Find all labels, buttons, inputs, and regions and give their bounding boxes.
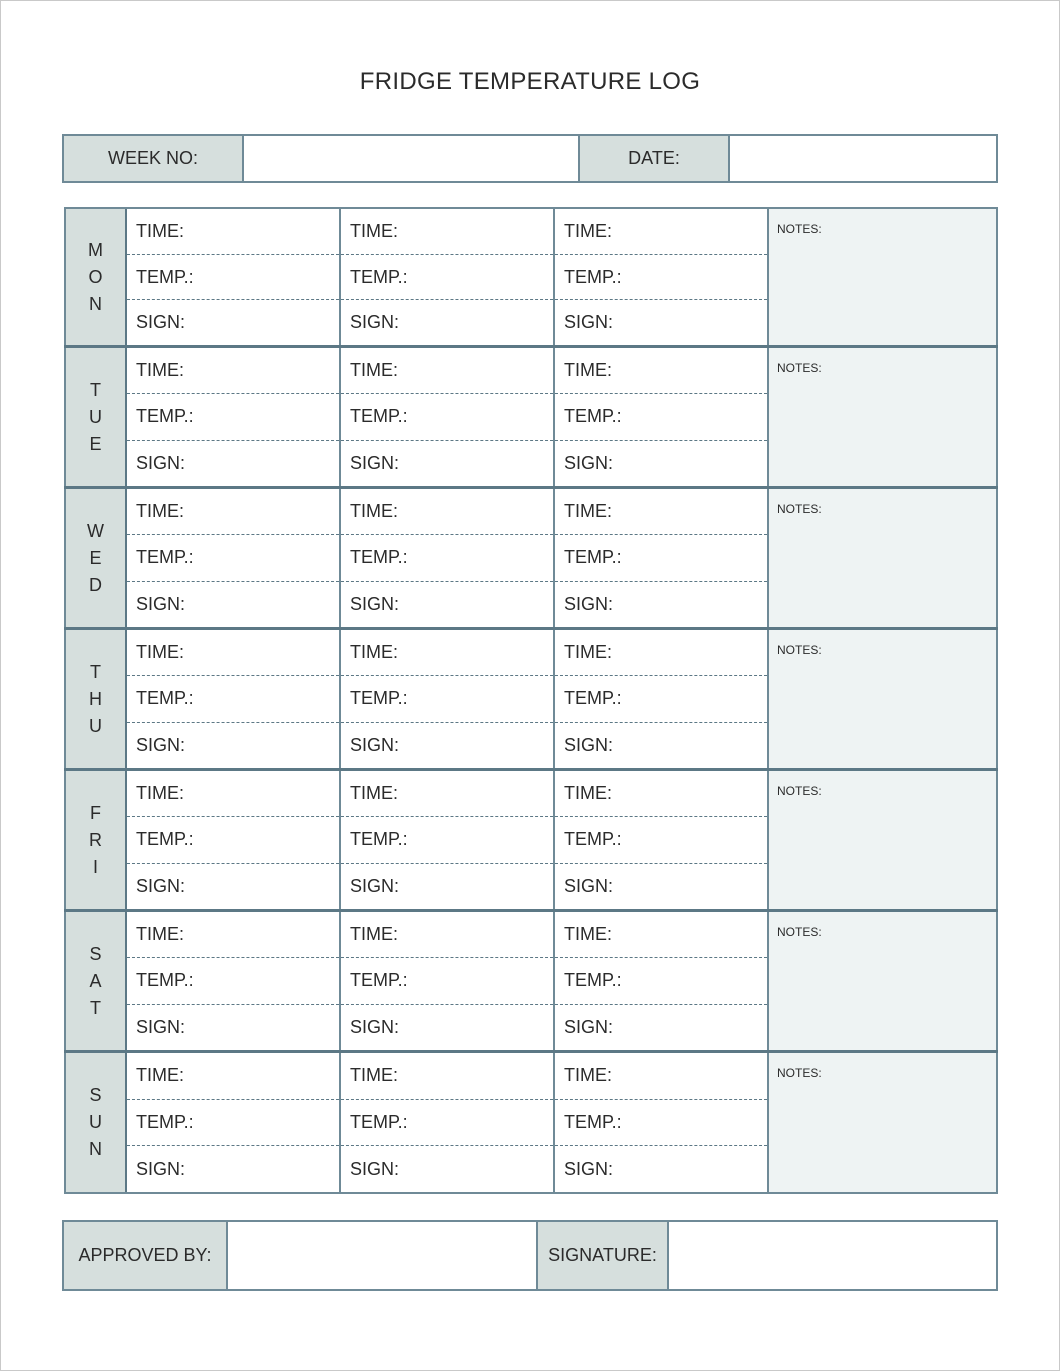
sign-field[interactable]	[127, 581, 339, 627]
day-row	[64, 630, 998, 771]
time-field[interactable]	[127, 912, 339, 957]
time-field[interactable]	[127, 1053, 339, 1099]
notes-label: NOTES:	[777, 925, 822, 939]
day-label	[64, 348, 127, 486]
time-field-label: TIME:	[136, 360, 184, 381]
temp-field[interactable]	[555, 534, 767, 580]
temp-field-label: TEMP.:	[136, 970, 194, 991]
day-row	[64, 771, 998, 912]
header-row	[62, 134, 998, 183]
check-slot	[127, 912, 341, 1050]
notes-box[interactable]	[769, 771, 998, 909]
check-slot	[555, 912, 769, 1050]
sign-field-label: SIGN:	[350, 1158, 400, 1179]
day-letter: S	[89, 1085, 102, 1105]
temp-field[interactable]	[127, 957, 339, 1003]
time-field-label: TIME:	[136, 501, 184, 522]
day-letter: N	[89, 1139, 102, 1159]
sign-field[interactable]	[127, 299, 339, 345]
date-label: DATE:	[578, 136, 728, 181]
sign-field[interactable]	[341, 299, 553, 345]
signature-label: SIGNATURE:	[536, 1222, 667, 1289]
temp-field-label: TEMP.:	[136, 688, 194, 709]
check-slots	[127, 912, 769, 1050]
check-slot	[127, 489, 341, 627]
day-letter: E	[89, 433, 102, 454]
footer-row	[62, 1220, 998, 1291]
time-field[interactable]	[127, 630, 339, 675]
sign-field[interactable]	[341, 1004, 553, 1050]
day-letter: D	[89, 574, 102, 595]
date-field[interactable]	[728, 136, 996, 181]
day-letter: O	[88, 266, 103, 287]
sign-field[interactable]	[555, 722, 767, 768]
check-slots	[127, 1053, 769, 1192]
check-slot	[341, 209, 555, 345]
time-field[interactable]	[127, 489, 339, 534]
temp-field[interactable]	[341, 534, 553, 580]
check-slots	[127, 771, 769, 909]
temp-field[interactable]	[555, 816, 767, 862]
time-field-label: TIME:	[564, 220, 612, 241]
day-label	[64, 630, 127, 768]
day-letter: E	[89, 547, 102, 568]
day-row	[64, 207, 998, 348]
check-slot	[127, 209, 341, 345]
week-no-label: WEEK NO:	[64, 136, 242, 181]
temp-field[interactable]	[555, 957, 767, 1003]
sign-field-label: SIGN:	[564, 312, 614, 333]
check-slot	[555, 1053, 769, 1192]
sign-field[interactable]	[127, 1145, 339, 1192]
time-field-label: TIME:	[564, 501, 612, 522]
time-field-label: TIME:	[350, 642, 398, 663]
day-label	[64, 489, 127, 627]
day-letter: F	[90, 802, 101, 823]
temp-field-label: TEMP.:	[350, 1112, 408, 1132]
temp-field-label: TEMP.:	[564, 829, 622, 850]
check-slot	[341, 771, 555, 909]
sign-field[interactable]	[127, 863, 339, 909]
day-letter: T	[90, 379, 101, 400]
sign-field[interactable]	[127, 440, 339, 486]
temperature-log-table	[64, 207, 998, 1194]
time-field-label: TIME:	[136, 1065, 184, 1086]
check-slot	[555, 348, 769, 486]
sign-field-label: SIGN:	[350, 593, 400, 614]
time-field-label: TIME:	[564, 1065, 612, 1086]
notes-label: NOTES:	[777, 222, 822, 236]
check-slot	[341, 489, 555, 627]
check-slot	[341, 1053, 555, 1192]
time-field[interactable]	[555, 630, 767, 675]
time-field-label: TIME:	[564, 783, 612, 804]
time-field[interactable]	[341, 630, 553, 675]
sign-field[interactable]	[555, 1004, 767, 1050]
temp-field-label: TEMP.:	[350, 688, 408, 709]
sign-field-label: SIGN:	[564, 1158, 614, 1179]
page-title: FRIDGE TEMPERATURE LOG	[359, 68, 701, 95]
time-field-label: TIME:	[350, 1065, 398, 1086]
day-letter: U	[89, 715, 102, 736]
notes-label: NOTES:	[777, 502, 822, 516]
sign-field-label: SIGN:	[136, 452, 186, 473]
time-field-label: TIME:	[564, 642, 612, 663]
check-slot	[127, 771, 341, 909]
day-letter: U	[89, 1112, 102, 1132]
time-field[interactable]	[127, 348, 339, 393]
temp-field[interactable]	[341, 675, 553, 721]
check-slot	[127, 1053, 341, 1192]
check-slot	[341, 348, 555, 486]
time-field-label: TIME:	[350, 783, 398, 804]
sign-field-label: SIGN:	[136, 875, 186, 896]
temp-field-label: TEMP.:	[564, 1112, 622, 1132]
time-field-label: TIME:	[136, 783, 184, 804]
sign-field-label: SIGN:	[136, 312, 186, 333]
day-label	[64, 1053, 127, 1192]
temp-field[interactable]	[555, 254, 767, 300]
temp-field[interactable]	[341, 1099, 553, 1146]
sign-field[interactable]	[555, 1145, 767, 1192]
temp-field[interactable]	[341, 816, 553, 862]
notes-box[interactable]	[769, 630, 998, 768]
sign-field[interactable]	[555, 863, 767, 909]
temp-field[interactable]	[555, 393, 767, 439]
approved-by-field[interactable]	[226, 1222, 536, 1289]
sign-field-label: SIGN:	[350, 312, 400, 333]
sign-field-label: SIGN:	[350, 1016, 400, 1037]
day-letter: H	[89, 688, 102, 709]
sign-field-label: SIGN:	[136, 1158, 186, 1179]
temp-field-label: TEMP.:	[564, 970, 622, 991]
sign-field-label: SIGN:	[350, 452, 400, 473]
sign-field-label: SIGN:	[136, 1016, 186, 1037]
sign-field-label: SIGN:	[564, 875, 614, 896]
check-slot	[341, 912, 555, 1050]
notes-label: NOTES:	[777, 784, 822, 798]
temp-field[interactable]	[127, 675, 339, 721]
approved-by-label: APPROVED BY:	[64, 1222, 226, 1289]
day-letter: T	[90, 997, 101, 1018]
day-letter: M	[88, 239, 103, 260]
day-letter: S	[89, 943, 102, 964]
temp-field-label: TEMP.:	[564, 688, 622, 709]
sign-field-label: SIGN:	[564, 1016, 614, 1037]
check-slots	[127, 630, 769, 768]
time-field[interactable]	[555, 489, 767, 534]
sign-field[interactable]	[555, 440, 767, 486]
notes-label: NOTES:	[777, 361, 822, 375]
notes-label: NOTES:	[777, 1066, 822, 1080]
temp-field[interactable]	[127, 1099, 339, 1146]
time-field-label: TIME:	[136, 924, 184, 945]
temp-field-label: TEMP.:	[350, 406, 408, 427]
sign-field-label: SIGN:	[136, 593, 186, 614]
sign-field-label: SIGN:	[350, 875, 400, 896]
sign-field[interactable]	[341, 581, 553, 627]
check-slots	[127, 348, 769, 486]
time-field[interactable]	[555, 1053, 767, 1099]
sign-field[interactable]	[341, 863, 553, 909]
sign-field-label: SIGN:	[564, 734, 614, 755]
sign-field-label: SIGN:	[564, 593, 614, 614]
sign-field-label: SIGN:	[136, 734, 186, 755]
day-letter: A	[89, 970, 102, 991]
check-slot	[555, 771, 769, 909]
notes-box[interactable]	[769, 912, 998, 1050]
day-row	[64, 348, 998, 489]
check-slot	[555, 209, 769, 345]
signature-field[interactable]	[667, 1222, 996, 1289]
check-slot	[127, 630, 341, 768]
time-field-label: TIME:	[350, 501, 398, 522]
time-field-label: TIME:	[564, 924, 612, 945]
time-field[interactable]	[341, 489, 553, 534]
check-slot	[555, 489, 769, 627]
sign-field-label: SIGN:	[350, 734, 400, 755]
notes-box[interactable]	[769, 209, 998, 345]
sign-field[interactable]	[341, 440, 553, 486]
sign-field[interactable]	[341, 1145, 553, 1192]
temp-field-label: TEMP.:	[564, 406, 622, 427]
day-row	[64, 489, 998, 630]
temp-field-label: TEMP.:	[136, 829, 194, 850]
temp-field-label: TEMP.:	[350, 547, 408, 568]
check-slot	[127, 348, 341, 486]
day-label	[64, 771, 127, 909]
temp-field[interactable]	[341, 393, 553, 439]
time-field[interactable]	[341, 771, 553, 816]
day-letter: U	[89, 406, 102, 427]
temp-field[interactable]	[555, 1099, 767, 1146]
temp-field-label: TEMP.:	[136, 547, 194, 568]
time-field-label: TIME:	[350, 220, 398, 241]
sign-field[interactable]	[127, 1004, 339, 1050]
day-letter: T	[90, 661, 101, 682]
time-field[interactable]	[341, 209, 553, 254]
check-slot	[555, 630, 769, 768]
temp-field-label: TEMP.:	[136, 1112, 194, 1132]
time-field-label: TIME:	[136, 642, 184, 663]
day-label	[64, 209, 127, 345]
temp-field-label: TEMP.:	[136, 406, 194, 427]
notes-box[interactable]	[769, 489, 998, 627]
temp-field[interactable]	[127, 534, 339, 580]
time-field[interactable]	[341, 912, 553, 957]
day-letter: W	[87, 520, 104, 541]
temp-field[interactable]	[555, 675, 767, 721]
day-letter: R	[89, 829, 102, 850]
day-label	[64, 912, 127, 1050]
temp-field[interactable]	[127, 816, 339, 862]
time-field[interactable]	[127, 209, 339, 254]
sign-field[interactable]	[127, 722, 339, 768]
time-field[interactable]	[341, 348, 553, 393]
sign-field-label: SIGN:	[564, 452, 614, 473]
time-field[interactable]	[555, 771, 767, 816]
notes-box[interactable]	[769, 1053, 998, 1192]
temp-field-label: TEMP.:	[350, 266, 408, 287]
temp-field-label: TEMP.:	[350, 829, 408, 850]
temp-field-label: TEMP.:	[350, 970, 408, 991]
sign-field[interactable]	[555, 581, 767, 627]
day-row	[64, 912, 998, 1053]
day-letter: I	[92, 856, 98, 877]
time-field[interactable]	[127, 771, 339, 816]
temp-field[interactable]	[127, 254, 339, 300]
sign-field[interactable]	[555, 299, 767, 345]
temp-field[interactable]	[341, 254, 553, 300]
notes-label: NOTES:	[777, 643, 822, 657]
check-slot	[341, 630, 555, 768]
time-field[interactable]	[555, 912, 767, 957]
notes-box[interactable]	[769, 348, 998, 486]
sign-field[interactable]	[341, 722, 553, 768]
temp-field[interactable]	[341, 957, 553, 1003]
temp-field-label: TEMP.:	[564, 266, 622, 287]
time-field-label: TIME:	[350, 360, 398, 381]
week-no-field[interactable]	[242, 136, 578, 181]
day-row	[64, 1053, 998, 1194]
temp-field-label: TEMP.:	[564, 547, 622, 568]
time-field-label: TIME:	[350, 924, 398, 945]
day-letter: N	[89, 293, 102, 314]
time-field-label: TIME:	[136, 220, 184, 241]
time-field[interactable]	[555, 209, 767, 254]
time-field-label: TIME:	[564, 360, 612, 381]
time-field[interactable]	[341, 1053, 553, 1099]
check-slots	[127, 209, 769, 345]
time-field[interactable]	[555, 348, 767, 393]
temp-field[interactable]	[127, 393, 339, 439]
check-slots	[127, 489, 769, 627]
temp-field-label: TEMP.:	[136, 266, 194, 287]
